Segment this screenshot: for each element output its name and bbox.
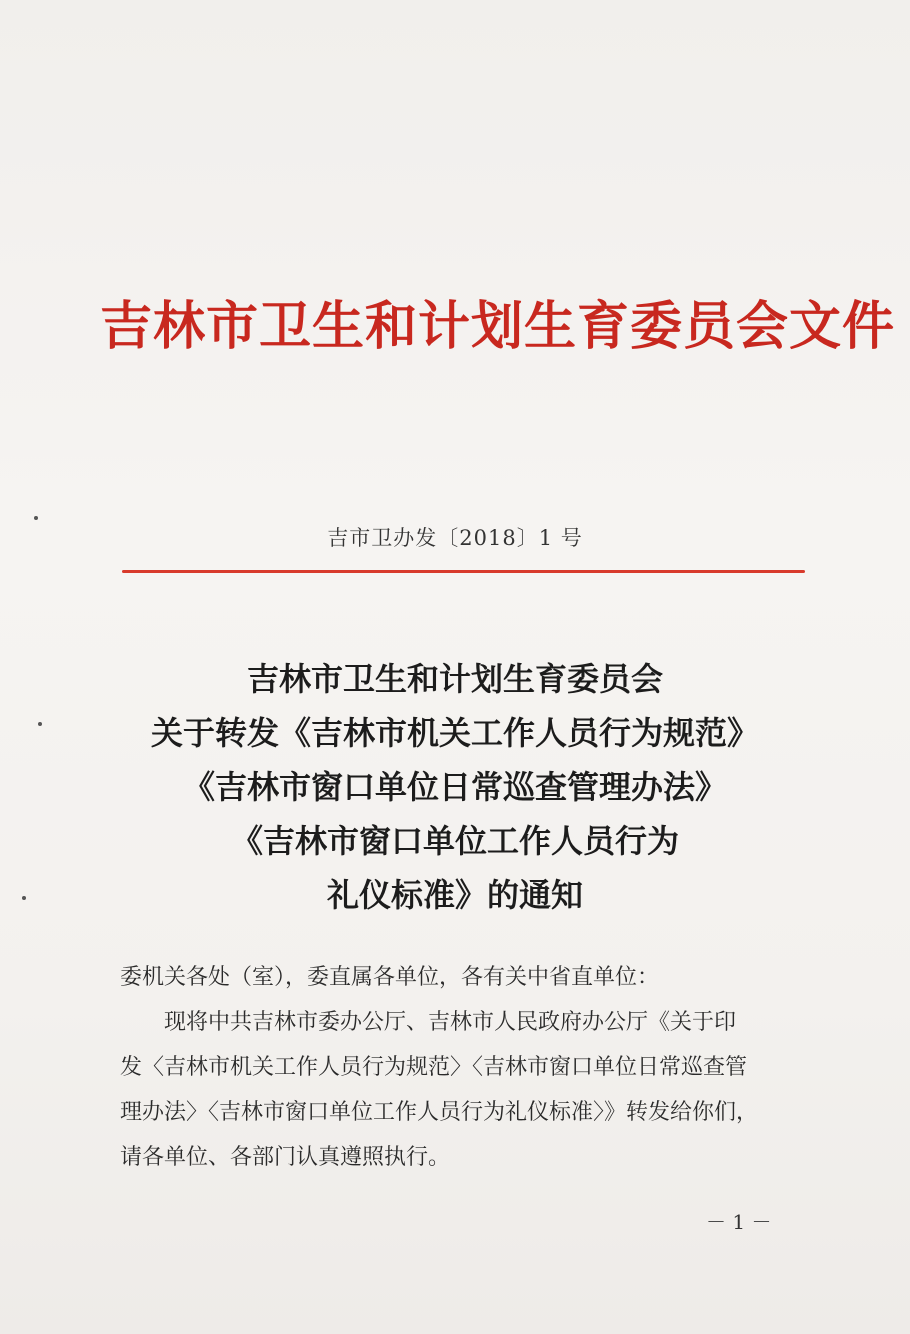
paragraph-line: 现将中共吉林市委办公厅、吉林市人民政府办公厅《关于印 — [164, 1010, 737, 1035]
page-number: － 1 － — [706, 1210, 772, 1234]
document-header-title: 吉林市卫生和计划生育委员会文件 — [100, 296, 896, 357]
salutation: 委机关各处（室），委直属各单位，各有关中省直单位： — [120, 965, 660, 990]
notice-title-line: 吉林市卫生和计划生育委员会 — [246, 660, 663, 698]
paper-speck — [34, 516, 38, 520]
paper-speck — [22, 896, 26, 900]
paragraph-line: 发〈吉林市机关工作人员行为规范〉〈吉林市窗口单位日常巡查管 — [120, 1055, 748, 1080]
body-text — [120, 955, 810, 1180]
paper-speck — [38, 722, 42, 726]
notice-title-line: 《吉林市窗口单位工作人员行为 — [230, 822, 679, 860]
notice-title — [100, 652, 810, 922]
paragraph-line: 请各单位、各部门认真遵照执行。 — [120, 1145, 451, 1170]
paragraph-line: 理办法〉〈吉林市窗口单位工作人员行为礼仪标准〉》转发给你们， — [120, 1100, 759, 1125]
document-number: 吉市卫办发〔2018〕1 号 — [327, 526, 583, 550]
notice-title-line: 《吉林市窗口单位日常巡查管理办法》 — [182, 768, 727, 806]
notice-title-line: 关于转发《吉林市机关工作人员行为规范》 — [150, 714, 759, 752]
red-divider-line — [122, 570, 805, 573]
notice-title-line: 礼仪标准》的通知 — [326, 876, 583, 914]
